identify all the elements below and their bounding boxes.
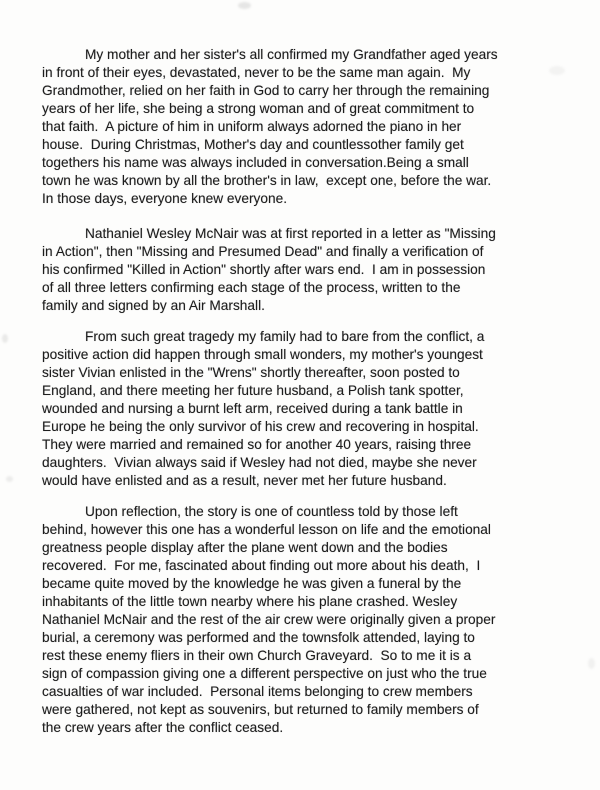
text-line: daughters. Vivian always said if Wesley had not died, maybe she never [42, 455, 477, 470]
text-line: Upon reflection, the story is one of countless told by those left [85, 504, 458, 519]
text-line: casualties of war included. Personal items belonging to crew members [42, 684, 473, 699]
text-line: togethers his name was always included in conversation.Being a small [42, 155, 469, 170]
scan-artifact [6, 476, 13, 482]
text-line: years of her life, she being a strong woman and of great commitment to [42, 101, 475, 116]
scan-artifact [238, 2, 251, 9]
text-line: sign of compassion giving one a different perspective on just who the true [42, 666, 487, 681]
paragraph-1 [42, 46, 558, 208]
text-line: his confirmed "Killed in Action" shortly after wars end. I am in possession [42, 262, 486, 277]
text-line: rest these enemy fliers in their own Church Graveyard. So to me it is a [42, 648, 472, 663]
text-line: From such great tragedy my family had to bare from the conflict, a [85, 329, 485, 344]
text-line: house. During Christmas, Mother's day and countlessother family get [42, 137, 464, 152]
text-line: family and signed by an Air Marshall. [42, 298, 265, 313]
text-line: positive action did happen through small wonders, my mother's youngest [42, 347, 483, 362]
paragraph-2 [42, 225, 558, 315]
text-line: behind, however this one has a wonderful lesson on life and the emotional [42, 522, 491, 537]
document-text [42, 46, 558, 750]
text-line: In those days, everyone knew everyone. [42, 191, 287, 206]
text-line: sister Vivian enlisted in the "Wrens" shortly thereafter, soon posted to [42, 365, 460, 380]
text-line: town he was known by all the brother's in law, except one, before the war. [42, 173, 492, 188]
text-line: Nathaniel Wesley McNair was at first reported in a letter as "Missing [85, 226, 496, 241]
text-line: would have enlisted and as a result, never met her future husband. [42, 473, 447, 488]
text-line: inhabitants of the little town nearby where his plane crashed. Wesley [42, 594, 458, 609]
text-line: wounded and nursing a burnt left arm, received during a tank battle in [42, 401, 463, 416]
text-line: recovered. For me, fascinated about finding out more about his death, I [42, 558, 481, 573]
scan-artifact [588, 658, 595, 669]
text-line: Europe he being the only survivor of his crew and recovering in hospital. [42, 419, 479, 434]
text-line: became quite moved by the knowledge he was given a funeral by the [42, 576, 462, 591]
text-line: of all three letters confirming each stage of the process, written to the [42, 280, 461, 295]
text-line: were gathered, not kept as souvenirs, but returned to family members of [42, 702, 479, 717]
text-line: Nathaniel McNair and the rest of the air crew were originally given a proper [42, 612, 496, 627]
scan-artifact [2, 334, 8, 343]
text-line: England, and there meeting her future husband, a Polish tank spotter, [42, 383, 464, 398]
text-line: in Action", then "Missing and Presumed Dead" and finally a verification of [42, 244, 484, 259]
paragraph-4 [42, 503, 558, 737]
text-line: that faith. A picture of him in uniform always adorned the piano in her [42, 119, 462, 134]
text-line: Grandmother, relied on her faith in God to carry her through the remaining [42, 83, 490, 98]
text-line: in front of their eyes, devastated, never to be the same man again. My [42, 65, 471, 80]
text-line: the crew years after the conflict ceased. [42, 720, 284, 735]
text-line: They were married and remained so for another 40 years, raising three [42, 437, 472, 452]
text-line: My mother and her sister's all confirmed my Grandfather aged years [85, 47, 498, 62]
paragraph-3 [42, 328, 558, 490]
text-line: burial, a ceremony was performed and the townsfolk attended, laying to [42, 630, 475, 645]
text-line: greatness people display after the plane went down and the bodies [42, 540, 448, 555]
